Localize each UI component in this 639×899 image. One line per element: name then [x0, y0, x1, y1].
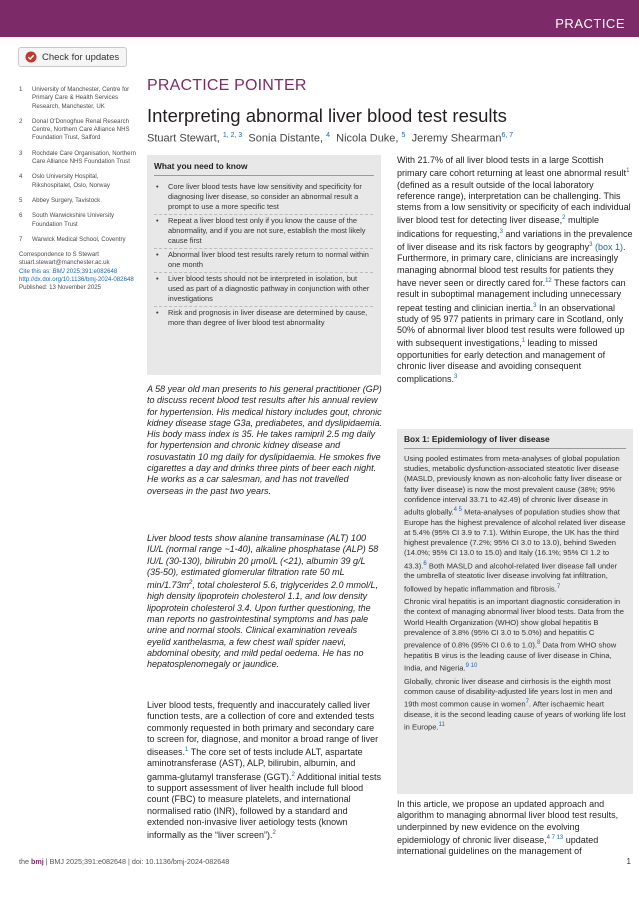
case-paragraph: A 58 year old man presents to his general practitioner (GP) to discuss recent blood test results after his annual review for hypertension. His medical history includes gout, chronic kidney disease stage G3a, prediabetes, and dyslipidaemia. His body mass index is 35. He takes ramipril 2.5 mg daily for hypertension and chronic kidney disease and rosuvastatin 10 mg daily for dyslipidaemia. He smokes five cigarettes a day and drinks three pints of beer each night. He works as a car salesman, and has not travelled overseas in the past two years. — [147, 384, 383, 496]
affiliation-item: 1 University of Manchester, Centre for Primary Care & Health Services Research, Manchester, UK — [19, 86, 130, 110]
key-point: • Risk and prognosis in liver disease are determined by cause, more than degree of liver blood test abnormality — [154, 308, 373, 328]
affiliations-sidebar — [19, 86, 136, 293]
case-paragraph: Liver blood tests show alanine transaminase (ALT) 100 IU/L (normal range ~1-40), alkaline phosphatase (ALP) 58 IU/L (30-130), bilirubin 20 μmol/L (<21), albumin 39 g/L (35-50), estimated glomerular filtration rate 50 mL $\min/1.73m^2$, total cholesterol 5.6, triglycerides 2.0 mmol/L, high density lipoprotein cholesterol 1.1, and low density lipoprotein cholesterol 3.4. Upon further questioning, the man reports no gastrointestinal symptoms and has pale urine and normal stools. Clinical examination reveals eyelid xanthelasma, a few chest wall spider naevi, abdominal obesity, and mild pedal oedema. He has no hepatosplenomegaly or jaundice. — [147, 533, 379, 670]
body-paragraph: With 21.7% of all liver blood tests in a large Scottish primary care cohort returning at least one abnormal result$^1$ (defined as a result outside of the local laboratory reference range), interpretation can be challenging. This stems from a low sensitivity or specificity of each individual liver blood test for detecting liver disease,$^2$ multiple indications for requesting,$^3$ and variations in the prevalence of liver disease and its risk factors by geography$^3$ (box 1). Furthermore, in primary care, clinicians are increasingly managing abnormal blood test results for patients they have never seen or directly cared for.$^{12}$ These factors can result in suboptimal management including unnecessary repeat testing and clinician inertia.$^3$ In an observational study of 95 977 patients in primary care in Scotland, only 50% of abnormal liver blood test results were followed up with subsequent investigations,$^1$ leading to missed opportunities for early detection and management of chronic liver disease and avoiding consequent complications.$^3$ — [397, 155, 633, 385]
right-column-text — [397, 155, 633, 386]
section-label: PRACTICE — [555, 16, 625, 31]
cite-line: Cite this as: BMJ 2025;391:e082648 — [19, 267, 118, 275]
reference-link[interactable]: 12 — [545, 277, 552, 284]
reference-link[interactable]: 7 — [556, 583, 561, 590]
reference-link[interactable]: 2 — [291, 771, 295, 778]
article-title: Interpreting abnormal liver blood test results — [147, 105, 507, 126]
reference-link[interactable]: 2 — [562, 215, 566, 222]
box-paragraph: Chronic viral hepatitis is an important diagnostic consideration in the context of managing abnormal liver blood tests. Data from the World Health Organization (WHO) show global hepatitis B prevalence of 3.8% (95% CI 3.0 to 5.0%) and hepatitis C prevalence of 0.8% (95% CI 0.6 to 1.0).$^8$ Data from WHO show hepatitis B virus is the leading cause of liver disease in China, India, and Nigeria.$^{9 10}$ — [404, 597, 624, 673]
affiliation-item: 4 Oslo University Hospital, Rikshospitalet, Oslo, Norway — [19, 173, 110, 189]
page-footer: the bmj | BMJ 2025;391:e082648 | doi: 10.1136/bmj-2024-082648 1 — [19, 857, 631, 866]
check-for-updates-label: Check for updates — [42, 51, 120, 63]
key-points-list — [147, 182, 381, 328]
box-paragraph: Using pooled estimates from meta-analyses of global population studies, metabolic dysfunction-associated steatotic liver disease (MASLD, previously known as non-alcoholic fatty liver disease or fatty liver disease) is now the most prevalent cause (38%; 95% confidence interval 33.71 to 42.49) of chronic liver disease in adults globally.$^{4 5}$ Meta-analyses of population studies show that Europe has the highest prevalence of alcohol related liver disease at 5.4% (95% CI 3.9 to 7.1). Within Europe, the UK has the third highest prevalence (7.2%; 95% CI 3.0 to 13.0), behind Sweden (14.0%; 95% CI 13.0 to 15.0) and Italy (16.1%; 95% CI 1.2 to 43.3).$^6$ Both MASLD and alcohol-related liver disease fall under the umbrella of steatotic liver disease involving fat infiltration, followed by hepatic inflammation and fibrosis.$^7$ — [404, 454, 626, 594]
reference-link[interactable]: 1 — [521, 338, 525, 345]
author-name: Stuart Stewart, — [147, 132, 220, 145]
affiliation-item: 6 South Warwickshire University Foundation Trust — [19, 212, 115, 228]
intro-text — [147, 700, 383, 842]
footer-citation: | BMJ 2025;391:e082648 | doi: 10.1136/bmj-2024-082648 — [43, 857, 230, 866]
update-check-icon — [25, 51, 37, 63]
reference-link[interactable]: 4 7 13 — [546, 834, 564, 841]
reference-link[interactable]: 6 — [423, 560, 427, 567]
affiliation-item: 7 Warwick Medical School, Coventry — [19, 235, 126, 243]
body-paragraph: In this article, we propose an updated approach and algorithm to managing abnormal liver blood test results, underpinned by new evidence on the evolving epidemiology of chronic liver disease,$^{4 7 13}$ updated international guidelines on the management of — [397, 799, 619, 857]
author-list — [147, 132, 513, 145]
affiliation-item: 2 Donal O'Donoghue Renal Research Centre, Northern Care Alliance NHS Foundation Trust, Salford — [19, 117, 130, 142]
reference-link[interactable]: 3 — [589, 242, 593, 249]
reference-link[interactable]: 8 — [536, 640, 541, 647]
box-paragraph: Globally, chronic liver disease and cirrhosis is the eighth most common cause of disability-adjusted life years lost in men and 19th most common cause in women$^7$. After ischaemic heart disease, it is the second leading cause of years of working life lost in Europe.$^{11}$ — [404, 676, 626, 732]
key-point: • Abnormal liver blood test results rarely return to normal within one month — [154, 250, 373, 270]
affiliation-item: 5 Abbey Surgery, Tavistock — [19, 196, 101, 204]
author-affiliation-ref: 4 — [326, 132, 330, 139]
key-point: • Repeat a liver blood test only if you know the cause of the abnormality, and if you are not sure, establish the most likely cause first — [154, 216, 373, 246]
correspondence-line: Correspondence to S Stewart — [19, 251, 99, 259]
author-name: Sonia Distante, — [248, 132, 324, 145]
reference-link[interactable]: 1 — [185, 747, 189, 754]
box-divider — [154, 175, 374, 176]
reference-link[interactable]: 1 — [626, 168, 630, 175]
affiliation-item: 3 Rochdale Care Organisation, Northern Care Alliance NHS Foundation Trust — [19, 149, 136, 166]
box-title: Box 1: Epidemiology of liver disease — [404, 434, 550, 444]
correspondence-email[interactable]: stuart.stewart@manchester.ac.uk — [19, 259, 110, 267]
reference-link[interactable]: 3 — [499, 228, 503, 235]
author-name: Nicola Duke, — [336, 132, 399, 145]
epidemiology-box — [397, 429, 633, 794]
correspondence-block — [19, 251, 136, 292]
case-scenario — [147, 384, 383, 497]
reference-link[interactable]: 4 5 — [453, 507, 463, 514]
author-affiliation-ref: 5 — [401, 132, 406, 139]
box-title: What you need to know — [154, 161, 248, 171]
what-you-need-to-know-box — [147, 155, 381, 375]
body-paragraph: Liver blood tests, frequently and inaccurately called liver function tests, are a collection of core and extended tests commonly requested in both primary and secondary care to screen for, diagnose, and monitor a broad range of liver diseases.$^1$ The core set of tests include ALT, aspartate aminotransferase (AST), ALP, bilirubin, albumin, and gamma-glutamyl transferase (GGT).$^2$ Additional initial tests to support assessment of liver health include full blood count (FBC) to measure platelets, and international normalised ratio (INR), followed by a standard and extended non-invasive liver aetiology tests (known informally as the “liver screen”).$^2$ — [147, 700, 381, 841]
author-affiliation-ref: 1, 2, 3 — [222, 132, 243, 139]
reference-link[interactable]: 11 — [438, 722, 445, 729]
article-continuation — [397, 799, 633, 857]
section-header-bar — [0, 0, 639, 37]
published-date: Published: 13 November 2025 — [19, 284, 101, 292]
author-affiliation-ref: 6, 7 — [501, 132, 514, 139]
doi-link[interactable]: http://dx.doi.org/10.1136/bmj-2024-082648 — [19, 276, 134, 284]
author-name: Jeremy Shearman — [411, 132, 502, 145]
case-scenario-results — [147, 533, 383, 671]
article-type: PRACTICE POINTER — [147, 77, 307, 94]
reference-link[interactable]: 3 — [533, 302, 537, 309]
page-number: 1 — [626, 857, 631, 866]
box-1-link[interactable]: (box 1) — [594, 242, 623, 253]
key-point: • Liver blood tests should not be interpreted in isolation, but used as part of a diagnostic pathway in conjunction with other investigations — [154, 274, 373, 304]
reference-link[interactable]: 7 — [525, 699, 529, 706]
key-point: • Core liver blood tests have low sensitivity and specificity for diagnosing liver disease, so consider an abnormal result a prompt to use a more specific test — [154, 182, 373, 212]
reference-link[interactable]: 3 — [454, 374, 458, 381]
reference-link[interactable]: 2 — [272, 830, 276, 837]
reference-link[interactable]: 9 10 — [465, 662, 478, 669]
check-for-updates-button[interactable] — [18, 47, 127, 67]
bmj-logo: bmj — [31, 857, 44, 866]
